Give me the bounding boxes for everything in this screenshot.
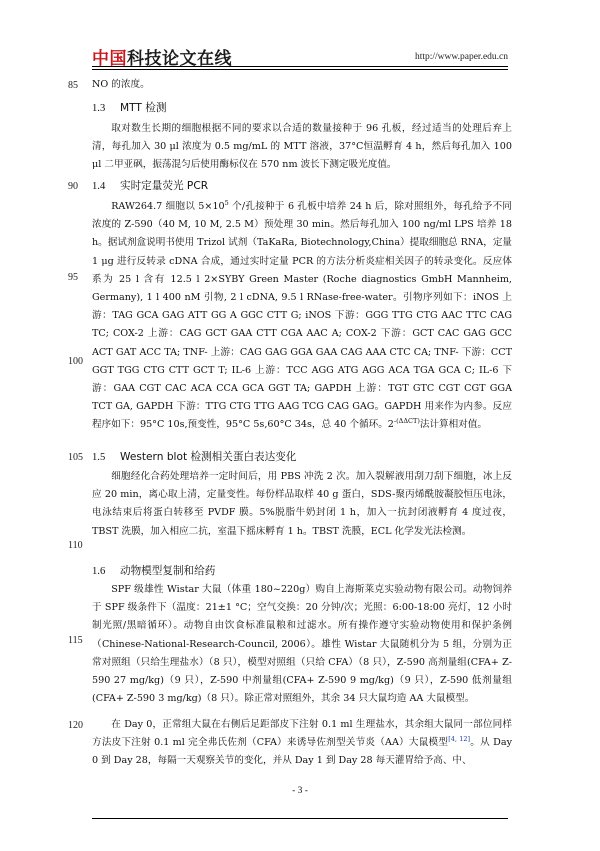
section-number: 1.5 xyxy=(92,452,106,463)
pcr-text-a: RAW264.7 细胞以 5×10 xyxy=(111,201,225,212)
paragraph-no: NO 的浓度。 xyxy=(92,79,150,90)
line-number: 105 xyxy=(68,452,83,463)
paragraph-western-blot: 细胞经化合药处理培养一定时间后，用 PBS 冲洗 2 次。加入裂解液用刮刀刮下细胞，冰上反应 20 min，离心取上清，定量变性。每份样品取样 40 g 蛋白，SDS-聚丙烯酰胺凝胶恒压电泳，电泳结束后将蛋白转移至 PVDF 膜。5%脱脂牛奶封闭 1 h，加入一抗封闭液孵育 4 度过夜，TBST 洗膜，加入相应二抗，室温下摇床孵育 1 h。TBST 洗膜，ECL 化学发光法检测。 xyxy=(92,471,512,537)
line-number: 85 xyxy=(68,80,78,91)
line-number: 110 xyxy=(68,540,83,551)
header-url[interactable]: http://www.paper.edu.cn xyxy=(414,52,508,62)
section-title: MTT 检测 xyxy=(120,102,167,114)
pcr-text-b: 个/孔接种于 6 孔板中培养 24 h 后，除对照组外，每孔给予不同浓度的 Z-590（40 M, 10 M, 2.5 M）预处理 30 min。然后每孔加入 100 ng/ml LPS 培养 18 h。据试剂盒说明书使用 Trizol 试剂（TaKaRa, Biotechnology,China）提取细胞总 RNA，定量 1 μg 进行反转录 cDNA 合成，通过实时定量 PCR 的方法分析炎症相关因子的转录变化。反应体系为 25 l 含有 12.5 l 2×SYBY Green Master (Roche diagnostics GmbH Mannheim, Germany), 1 l 400 nM 引物, 2 l cDNA, 9.5 l RNase-free-water。引物序列如下：iNOS 上游：TAG GCA GAG ATT GG A GGC CTT G; iNOS 下游：GGG TTG CTG AAC TTC CAG TC; COX-2 上游：CAG GCT GAA CTT CGA AAC A; COX-2 下游：GCT CAC GAG GCC ACT GAT ACC TA; TNF- 上游：CAG GAG GGA GAA CAG AAA CTC CA; TNF- 下游：CCT GGT TGG CTG CTT GCT T; IL-6 上游：TCC AGG ATG AGG ACA TGA GCA C; IL-6 下游：GAA CGT CAC ACA CCA GCA GGT TA; GAPDH 上游：TGT GTC CGT CGT GGA TCT GA, GAPDH 下游：TTG CTG TTG AAG TCG CAG GAG。GAPDH 用来作为内参。反应程序如下：95°C 10s,预变性，95°C 5s,60°C 34s，总 40 个循环。2 xyxy=(92,201,513,431)
line-number: 120 xyxy=(68,720,83,731)
section-title: 动物模型复制和给药 xyxy=(120,565,216,577)
line-number: 100 xyxy=(68,356,83,367)
section-number: 1.6 xyxy=(92,566,106,577)
header-rule xyxy=(92,66,508,70)
pcr-text-c: 法计算相对值。 xyxy=(419,419,488,431)
logo-red-part: 中国 xyxy=(92,49,127,69)
day-text-b: 。从 Day 0 到 Day 28，每隔一天观察关节的变化，并从 Day 1 到 Day 28 每天灌胃给予高、中、 xyxy=(92,737,512,767)
section-number: 1.4 xyxy=(92,181,106,192)
footer-rule xyxy=(92,818,508,819)
section-heading-1-6 xyxy=(92,563,215,578)
citation-ref[interactable]: [4, 12] xyxy=(448,735,471,744)
page-number: - 3 - xyxy=(292,786,308,796)
day-text-a: 在 Day 0，正常组大鼠在右侧后足距部皮下注射 0.1 ml 生理盐水，其余组大鼠同一部位同样方法皮下注射 0.1 ml 完全弗氏佐剂（CFA）来诱导佐剂型关节炎（AA）大鼠模型 xyxy=(92,719,512,749)
section-heading-1-3 xyxy=(92,100,166,115)
pcr-superscript-exponent: 5 xyxy=(224,198,229,207)
section-title: 实时定量荧光 PCR xyxy=(120,180,209,192)
line-number: 90 xyxy=(68,181,78,192)
section-heading-1-4 xyxy=(92,178,208,193)
section-title: Western blot 检测相关蛋白表达变化 xyxy=(120,451,297,463)
section-number: 1.3 xyxy=(92,103,106,114)
paragraph-mtt: 取对数生长期的细胞根据不同的要求以合适的数量接种于 96 孔板，经过适当的处理后弃上清，每孔加入 30 μl 浓度为 0.5 mg/mL 的 MTT 溶液，37°C恒温孵育 4 h，然后每孔加入 100 μl 二甲亚砜，振荡混匀后使用酶标仪在 570 nm 波长下测定吸光度值。 xyxy=(92,123,512,171)
pcr-superscript-ddct: -(ΔΔCT) xyxy=(393,417,420,426)
paragraph-animal-model: SPF 级雄性 Wistar 大鼠（体重 180~220g）购自上海斯莱克实验动物有限公司。动物饲养于 SPF 级条件下（温度：21±1 °C；空气交换：20 分钟/次；光照：6:00-18:00 亮灯，12 小时制光照/黑暗循环）。动物自由饮食标准鼠粮和过滤水。所有操作遵守实验动物使用和保护条例（Chinese-National-Research-Council, 2006）。雄性 Wistar 大鼠随机分为 5 组，分别为正常对照组（只给生理盐水）（8 只），模型对照组（只给 CFA）（8 只），Z-590 高剂量组(CFA+ Z-590 27 mg/kg)（9 只），Z-590 中剂量组(CFA+ Z-590 9 mg/kg)（9 只），Z-590 低剂量组(CFA+ Z-590 3 mg/kg)（8 只）。除正常对照组外，其余 34 只大鼠均造 AA 大鼠模型。 xyxy=(92,584,512,705)
paragraph-pcr xyxy=(92,198,512,435)
paragraph-day-protocol xyxy=(92,716,512,771)
line-number: 115 xyxy=(68,635,83,646)
line-number: 95 xyxy=(68,272,78,283)
logo-black-part: 科技论文在线 xyxy=(127,49,232,69)
section-heading-1-5 xyxy=(92,449,296,464)
